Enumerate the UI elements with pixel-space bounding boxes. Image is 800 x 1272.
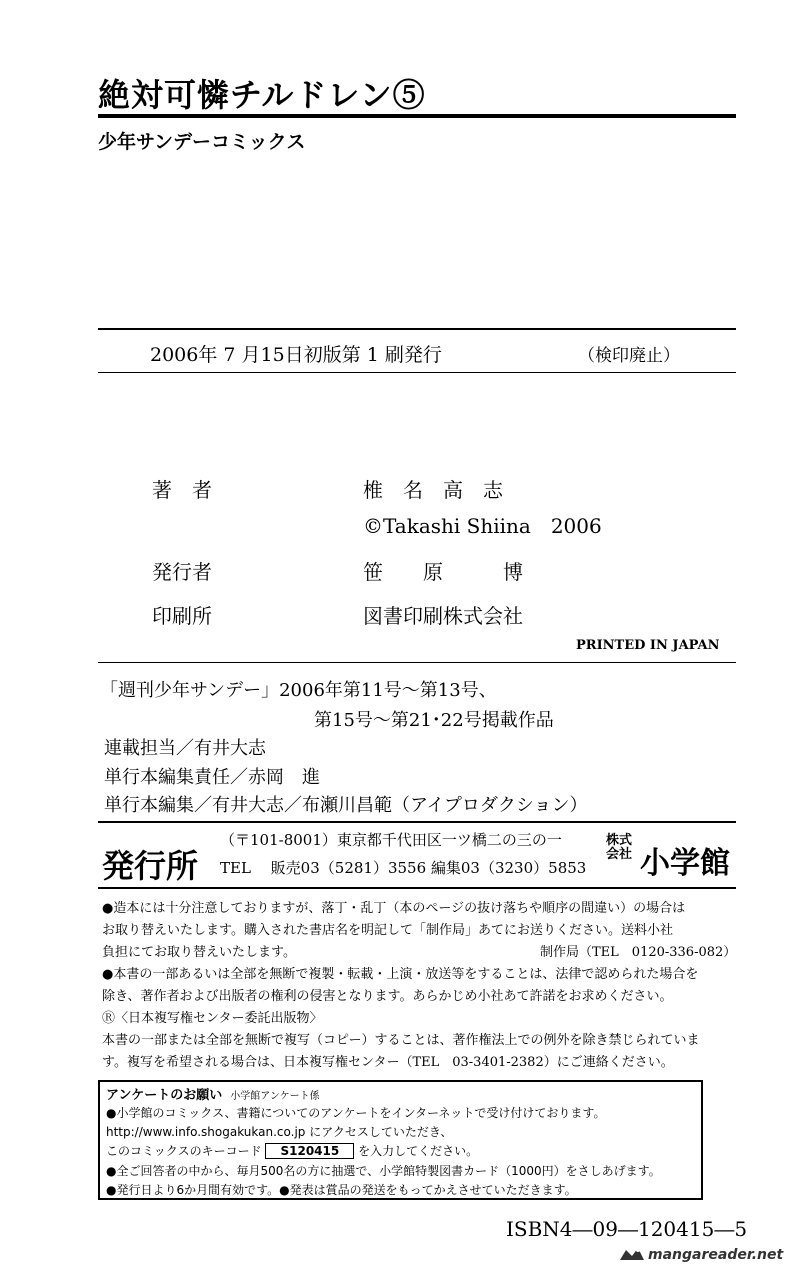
- copyright-line: ©Takashi Shiina 2006: [363, 514, 602, 538]
- survey-keycode-pre: このコミックスのキーコード: [106, 1144, 262, 1158]
- credit-printer-label: 印刷所: [152, 604, 212, 628]
- seal-abolished-note: （検印廃止）: [578, 346, 680, 366]
- survey-title: アンケートのお願い: [106, 1088, 223, 1103]
- note-line: 負担にてお取り替えいたします。: [102, 945, 296, 960]
- serialization-line-1: 「週刊少年サンデー」2006年第11号〜第13号、: [100, 680, 497, 701]
- credit-author-name: 椎 名 高 志: [363, 478, 503, 502]
- note-line: ●本書の一部あるいは全部を無断で複製・転載・上演・放送等をすることは、法律で認められた場合を: [102, 967, 699, 982]
- survey-keycode-post: を入力してください。: [358, 1144, 479, 1158]
- survey-keycode-line: [106, 1142, 478, 1159]
- isbn: ISBN4―09―120415―5: [506, 1217, 748, 1241]
- staff-volume-editor-chief: 単行本編集責任／赤岡 進: [104, 767, 320, 788]
- survey-keycode: S120415: [265, 1143, 354, 1159]
- production-office-tel: 制作局（TEL 0120-336-082）: [540, 945, 737, 960]
- credit-publisher-label: 発行者: [152, 560, 212, 584]
- kabushiki-kaisha-mark: 株式会社: [606, 833, 633, 862]
- survey-url-line: http://www.info.shogakukan.co.jp にアクセスしていただき、: [106, 1125, 453, 1139]
- staff-volume-editors: 単行本編集／有井大志／布瀬川昌範（アイプロダクション）: [104, 795, 588, 816]
- credit-printer-name: 図書印刷株式会社: [363, 604, 523, 628]
- publisher-name: 小学館: [640, 846, 730, 881]
- watermark-text: mangareader.net: [648, 1247, 784, 1263]
- note-line: 除き、著作者および出版者の権利の侵害となります。あらかじめ小社あて許諾をお求めください。: [102, 989, 673, 1004]
- survey-line: ●発行日より6か月間有効です。●発表は賞品の発送をもってかえさせていただきます。: [106, 1183, 577, 1197]
- comics-label: 少年サンデーコミックス: [98, 131, 306, 153]
- publisher-rule-bottom: [98, 887, 736, 889]
- date-rule-top: [98, 328, 736, 330]
- publisher-label: 発行所: [102, 847, 199, 885]
- publication-date: 2006年 7 月15日初版第 1 刷発行: [150, 344, 442, 366]
- mangareader-logo-icon: [618, 1244, 646, 1264]
- title-rule: [98, 114, 736, 118]
- survey-heading: [106, 1084, 320, 1103]
- note-line: ●造本には十分注意しておりますが、落丁・乱丁（本のページの抜け落ちや順序の間違い）の場合は: [102, 901, 686, 916]
- book-title: 絶対可憐チルドレン⑤: [98, 76, 426, 114]
- staff-serial-editor: 連載担当／有井大志: [104, 738, 266, 759]
- credit-publisher-name: 笹 原 博: [363, 560, 523, 584]
- printed-in-japan: PRINTED IN JAPAN: [576, 638, 720, 653]
- jrrc-mark-line: Ⓡ〈日本複写権センター委託出版物〉: [102, 1011, 323, 1026]
- note-line: す。複写を希望される場合は、日本複写権センター（TEL 03-3401-2382）にご連絡ください。: [102, 1055, 674, 1070]
- publisher-rule-top: [98, 821, 736, 823]
- publisher-tel: TEL 販売03（5281）3556 編集03（3230）5853: [220, 859, 587, 877]
- note-line: 本書の一部または全部を無断で複写（コピー）することは、著作権法上での例外を除き禁じられていま: [102, 1033, 700, 1048]
- survey-line: ●全ご回答者の中から、毎月500名の方に抽選で、小学館特製図書カード（1000円）をさしあげます。: [106, 1164, 661, 1178]
- survey-line: ●小学館のコミックス、書籍についてのアンケートをインターネットで受け付けております。: [106, 1106, 606, 1120]
- credits-rule: [98, 662, 736, 663]
- survey-sub: 小学館アンケート係: [230, 1091, 320, 1102]
- serialization-line-2: 第15号〜第21･22号掲載作品: [314, 710, 554, 731]
- publisher-address: （〒101-8001）東京都千代田区一ツ橋二の三の一: [220, 831, 562, 849]
- credit-author-label: 著 者: [152, 478, 212, 502]
- note-line: お取り替えいたします。購入された書店名を明記して「制作局」あてにお送りください。送料小社: [102, 923, 673, 938]
- date-rule-bottom: [98, 372, 736, 373]
